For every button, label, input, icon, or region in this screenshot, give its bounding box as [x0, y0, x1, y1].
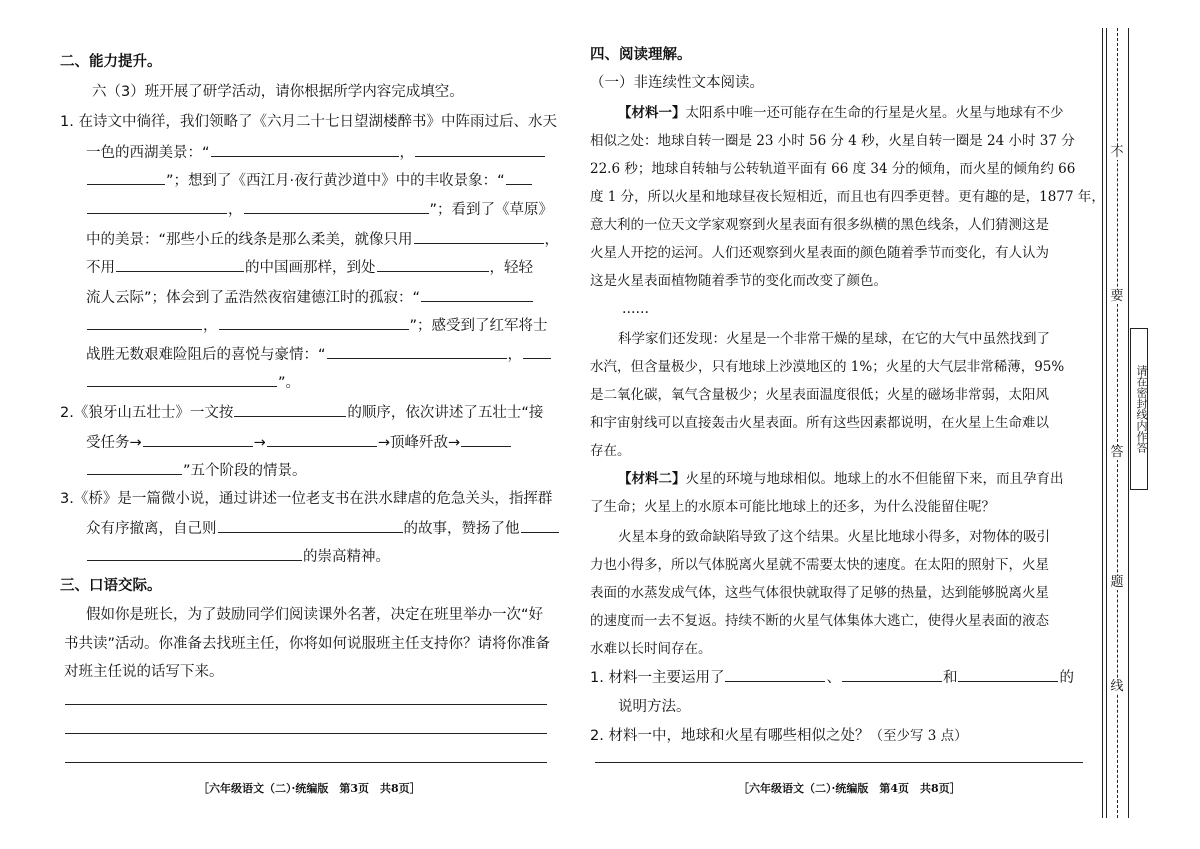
section4-title: 四、阅读理解。: [590, 47, 692, 63]
reading-q1-line2: 说明方法。: [618, 699, 691, 715]
material1-line: 度 1 分，所以火星和地球昼夜长短相近，而且也有四季更替。更有趣的是，1877 年，: [590, 189, 1105, 205]
fill-blank[interactable]: [87, 460, 182, 475]
fill-blank[interactable]: [218, 518, 403, 533]
material1-label: 【材料一】: [618, 105, 686, 121]
section2-title: 二、能力提升。: [60, 54, 162, 70]
fill-blank[interactable]: [116, 257, 244, 272]
seal-label: 请在密封线内作答: [1130, 328, 1148, 490]
fill-blank[interactable]: [234, 402, 346, 417]
fill-blank[interactable]: [87, 315, 202, 330]
oral-line1: 假如你是班长，为了鼓励同学们阅读课外名著，决定在班里举办一次“好: [86, 607, 544, 623]
seal-char: 答: [1110, 445, 1124, 460]
fill-blank[interactable]: [219, 315, 409, 330]
fill-blank[interactable]: [842, 667, 942, 682]
fill-blank[interactable]: [87, 170, 165, 185]
material2b-line: 的速度而一去不复返。持续不断的火星气体集体大逃亡，使得火星表面的液态: [590, 613, 1049, 629]
material1b-line: 是二氧化碳，氧气含量极少；火星表面温度很低；火星的磁场非常弱，太阳风: [590, 387, 1049, 403]
answer-line[interactable]: [65, 762, 547, 763]
q1-line1: 1. 在诗文中徜徉，我们领略了《六月二十七日望湖楼醉书》中阵雨过后、水天: [60, 114, 557, 130]
reading-q2-line: 2. 材料一中，地球和火星有哪些相似之处？（至少写 3 点）: [590, 728, 968, 744]
oral-line3: 对班主任说的话写下来。: [64, 664, 224, 680]
q1-line4: ， ”；看到了《草原》: [86, 199, 553, 220]
q3-line2: 众有序撤离，自己则 的故事，赞扬了他: [86, 518, 560, 539]
material2-line: 【材料二】火星的环境与地球相似。地球上的水不但能留下来，而且孕育出: [618, 471, 1064, 487]
material1b-line: 科学家们还发现：火星是一个非常干燥的星球，在它的大气中虽然找到了: [618, 331, 1050, 347]
fill-blank[interactable]: [523, 344, 551, 359]
material1-line: 火星人开挖的运河。人们还观察到火星表面的颜色随着季节而变化，有人认为: [590, 245, 1049, 261]
q3-line3: 的崇高精神。: [86, 546, 390, 567]
ellipsis: ……: [622, 301, 649, 317]
fill-blank[interactable]: [725, 667, 825, 682]
binding-line: [1102, 28, 1103, 818]
material1-line: 22.6 秒；地球自转轴与公转轨道平面有 66 度 34 分的倾角，而火星的倾角约 66: [590, 161, 1076, 177]
oral-line2: 书共读”活动。你准备去找班主任，你将如何说服班主任支持你？请将你准备: [64, 636, 551, 652]
q1-line2: 一色的西湖美景：“ ，: [86, 142, 546, 163]
material1-line: 意大利的一位天文学家观察到火星表面有很多纵横的黑色线条，人们猜测这是: [590, 217, 1049, 233]
material1b-line: 水汽，但含量极少，只有地球上沙漠地区的 1%；火星的大气层非常稀薄，95%: [590, 359, 1065, 375]
reading-q1-line1: 1. 材料一主要运用了 、 和 的: [590, 667, 1074, 688]
material2-label: 【材料二】: [618, 471, 686, 487]
material2b-line: 火星本身的致命缺陷导致了这个结果。火星比地球小得多，对物体的吸引: [618, 529, 1050, 545]
answer-line[interactable]: [65, 704, 547, 705]
q2-line3: ”五个阶段的情景。: [86, 460, 307, 481]
seal-char: 不: [1110, 145, 1124, 160]
q3-line1: 3.《桥》是一篇微小说，通过讲述一位老支书在洪水肆虐的危急关头，指挥群: [60, 491, 553, 507]
fill-blank[interactable]: [267, 432, 377, 447]
seal-char: 题: [1110, 575, 1124, 590]
fill-blank[interactable]: [327, 344, 507, 359]
q1-line5: 中的美景：“那些小丘的线条是那么柔美，就像只用 ，: [86, 229, 559, 250]
fill-blank[interactable]: [414, 229, 544, 244]
material2b-line: 力也小得多，所以气体脱离火星就不需要太快的速度。在太阳的照射下，火星: [590, 557, 1049, 573]
page-4: [590, 0, 1105, 849]
fill-blank[interactable]: [506, 170, 532, 185]
fill-blank[interactable]: [421, 287, 533, 302]
q1-line6: 不用 的中国画那样，到处 ，轻轻: [86, 257, 533, 278]
page-footer: ［六年级语文（二）·统编版 第3页 共8页］: [198, 782, 421, 795]
seal-char: 要: [1110, 289, 1124, 304]
material1-line: 相似之处：地球自转一圈是 23 小时 56 分 4 秒，火星自转一圈是 24 小时 37 分: [590, 133, 1075, 149]
q2-line1: 2.《狼牙山五壮士》一文按 的顺序，依次讲述了五壮士“接: [60, 402, 543, 423]
section3-title: 三、口语交际。: [60, 578, 162, 594]
page-footer: ［六年级语文（二）·统编版 第4页 共8页］: [738, 782, 961, 795]
material2b-line: 水难以长时间存在。: [590, 641, 712, 657]
fill-blank[interactable]: [87, 199, 227, 214]
fill-blank[interactable]: [87, 372, 277, 387]
fill-blank[interactable]: [521, 518, 559, 533]
answer-line[interactable]: [65, 733, 547, 734]
binding-line: [1106, 28, 1107, 818]
binding-line: [1128, 28, 1129, 818]
material1-line: 【材料一】太阳系中唯一还可能存在生命的行星是火星。火星与地球有不少: [618, 105, 1064, 121]
fill-blank[interactable]: [244, 199, 429, 214]
fill-blank[interactable]: [377, 257, 489, 272]
intro-text: 六（3）班开展了研学活动，请你根据所学内容完成填空。: [92, 84, 464, 100]
material2b-line: 表面的水蒸发成气体，这些气体很快就取得了足够的热量，达到能够脱离火星: [590, 585, 1049, 601]
q1-line10: ”。: [86, 372, 300, 393]
material2-line: 了生命；火星上的水原本可能比地球上的还多，为什么没能留住呢？: [590, 499, 995, 515]
subsection1-title: （一）非连续性文本阅读。: [590, 75, 764, 91]
q1-line3: ”；想到了《西江月·夜行黄沙道中》中的丰收景象：“: [86, 170, 533, 191]
material1b-line: 和宇宙射线可以直接轰击火星表面。所有这些因素都说明，在火星上生命难以: [590, 415, 1049, 431]
answer-line[interactable]: [595, 762, 1083, 763]
fill-blank[interactable]: [415, 142, 545, 157]
q1-line8: ， ”；感受到了红军将士: [86, 315, 548, 336]
fill-blank[interactable]: [461, 432, 511, 447]
fill-blank[interactable]: [958, 667, 1058, 682]
q1-line9: 战胜无数艰难险阻后的喜悦与豪情：“ ，: [86, 344, 552, 365]
q2-line2: 受任务→ → →顶峰歼敌→: [86, 432, 512, 453]
material1-line: 这是火星表面植物随着季节的变化而改变了颜色。: [590, 273, 887, 289]
material1b-line: 存在。: [590, 443, 631, 459]
fill-blank[interactable]: [143, 432, 253, 447]
seal-char: 线: [1110, 679, 1124, 694]
fill-blank[interactable]: [87, 546, 302, 561]
binding-margin: [1100, 28, 1148, 818]
fill-blank[interactable]: [211, 142, 399, 157]
q1-line7: 流人云际”；体会到了孟浩然夜宿建德江时的孤寂：“: [86, 287, 534, 308]
page-3: [60, 0, 560, 849]
